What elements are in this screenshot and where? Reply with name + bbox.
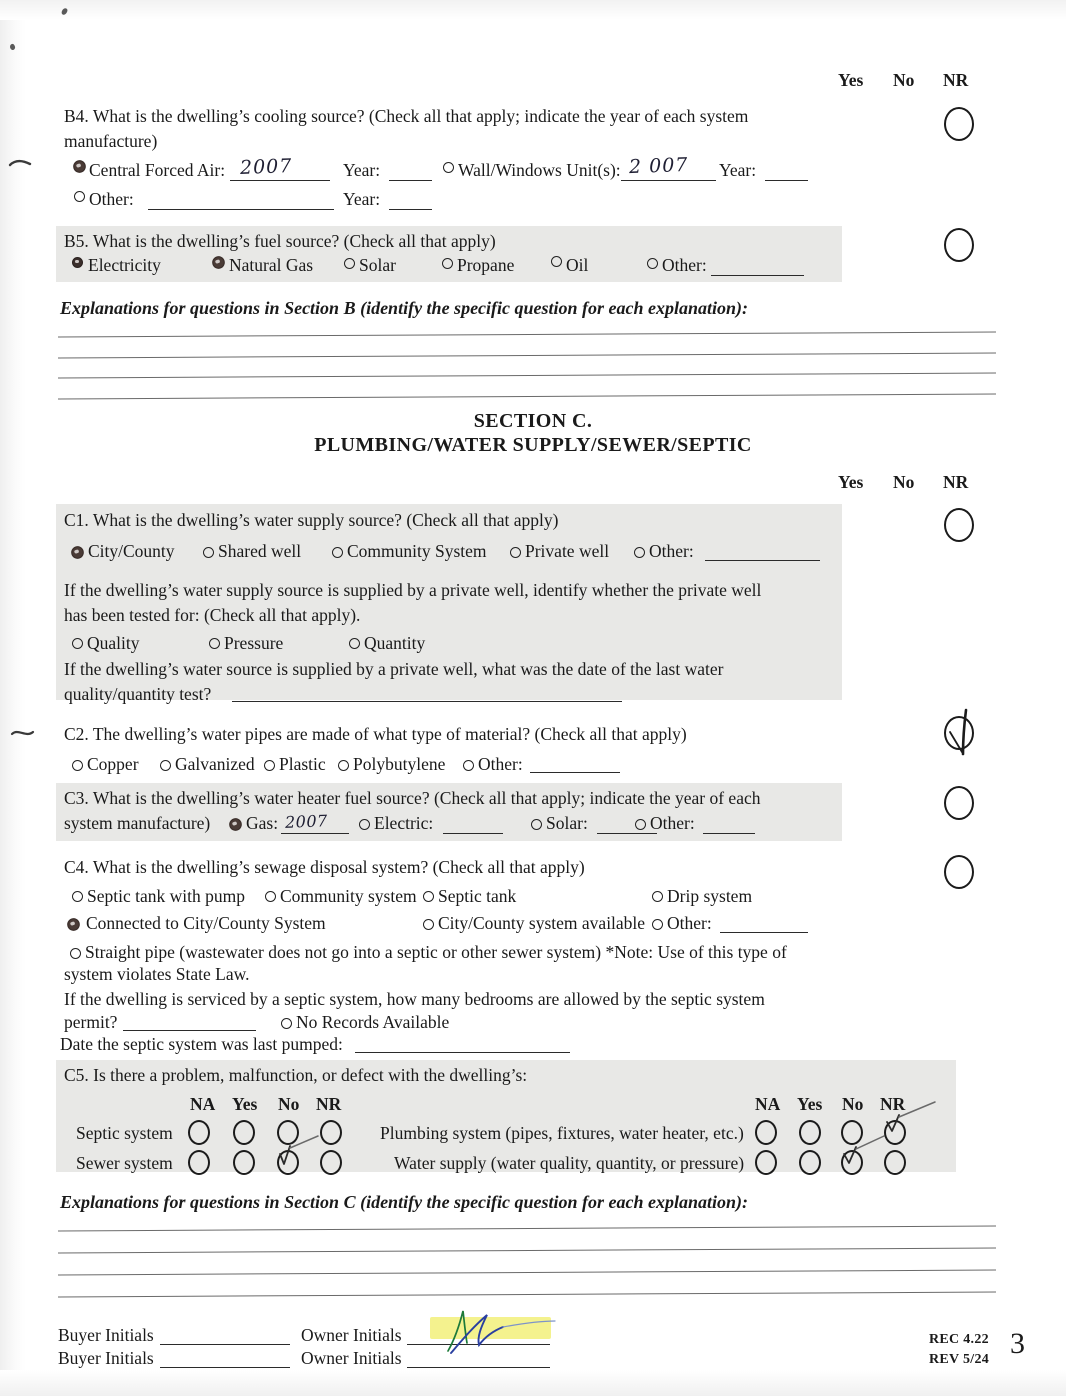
c3-option-gas[interactable] — [230, 818, 245, 836]
c5-left-header-na: NA — [190, 1094, 216, 1114]
section-b-explanation-line[interactable] — [58, 332, 996, 338]
c1-option-shared-well-label: Shared well — [218, 541, 302, 561]
c4-option-septic-tank-with-pump[interactable] — [72, 890, 87, 908]
c5-sewer-yes-oval[interactable] — [233, 1150, 255, 1175]
c1-option-private-well[interactable] — [510, 546, 525, 564]
owner-initials-label-1: Owner Initials — [301, 1325, 402, 1345]
c2-option-polybutylene-label: Polybutylene — [353, 754, 446, 774]
column-header-yes-c: Yes — [838, 472, 864, 492]
c5-left-header-nr: NR — [316, 1094, 342, 1114]
c1-private-well-text-line1: If the dwelling’s water supply source is supplied by a private well, identify whether the private well — [64, 580, 762, 600]
c4-pumped-label: Date the septic system was last pumped: — [60, 1034, 343, 1054]
c4-option-connected-city-county[interactable] — [68, 918, 83, 936]
section-c-explanation-line[interactable] — [58, 1226, 996, 1232]
c3-option-solar[interactable] — [531, 818, 546, 836]
c4-option-other[interactable] — [652, 918, 667, 936]
b5-option-electricity-label: Electricity — [88, 255, 161, 275]
c4-question: C4. What is the dwelling’s sewage disposal system? (Check all that apply) — [64, 857, 585, 877]
owner-initials-rule-2[interactable] — [407, 1367, 550, 1368]
section-b-explanation-line[interactable] — [58, 373, 996, 379]
c4-option-septic-tank-label: Septic tank — [438, 886, 517, 906]
c2-option-copper-label: Copper — [87, 754, 139, 774]
radio-icon — [265, 891, 276, 902]
c5-sewer-na-oval[interactable] — [188, 1150, 210, 1175]
c1-private-well-text-line2: has been tested for: (Check all that apply). — [64, 605, 361, 625]
c3-question-line2: system manufacture) — [64, 813, 211, 833]
radio-icon — [209, 638, 220, 649]
c1-test-quantity-label: Quantity — [364, 633, 426, 653]
radio-icon — [72, 638, 83, 649]
b4-nr-oval[interactable] — [944, 107, 974, 141]
radio-icon — [634, 547, 645, 558]
owner-initials-rule-1[interactable] — [407, 1344, 550, 1345]
radio-icon — [442, 258, 453, 269]
c1-option-community-system[interactable] — [332, 546, 347, 564]
b4-year-rule-2[interactable] — [765, 180, 808, 181]
c2-option-galvanized[interactable] — [160, 759, 175, 777]
c5-left-header-yes: Yes — [232, 1094, 258, 1114]
b5-question: B5. What is the dwelling’s fuel source? (Check all that apply) — [64, 231, 496, 251]
b4-year-label-3: Year: — [343, 189, 381, 209]
b4-year-rule-1[interactable] — [389, 180, 432, 181]
c1-last-test-rule[interactable] — [232, 701, 622, 702]
buyer-initials-rule-1[interactable] — [160, 1344, 290, 1345]
c2-question: C2. The dwelling’s water pipes are made of what type of material? (Check all that apply) — [64, 724, 687, 744]
section-c-explanation-line[interactable] — [58, 1292, 996, 1298]
c4-option-drip-system-label: Drip system — [667, 886, 753, 906]
c5-right-header-no: No — [842, 1094, 864, 1114]
c5-water-nr-oval[interactable] — [884, 1150, 906, 1175]
c5-right-row-label: Water supply (water quality, quantity, or pressure) — [394, 1153, 745, 1173]
form-code: REC 4.22 — [929, 1332, 989, 1347]
c5-question: C5. Is there a problem, malfunction, or defect with the dwelling’s: — [64, 1065, 528, 1085]
b5-option-oil-label: Oil — [566, 255, 589, 275]
radio-marked-icon — [66, 917, 82, 933]
c5-septic-nr-oval[interactable] — [320, 1120, 342, 1145]
radio-icon — [635, 819, 646, 830]
b5-option-electricity[interactable] — [72, 256, 87, 274]
radio-icon — [349, 638, 360, 649]
c1-option-private-well-label: Private well — [525, 541, 610, 561]
c4-option-connected-city-county-label: Connected to City/County System — [86, 913, 326, 933]
c3-option-gas-label: Gas: — [246, 813, 279, 833]
scan-edge-bottom — [0, 1370, 1066, 1396]
c1-option-city-county-label: City/County — [88, 541, 175, 561]
c5-right-header-nr: NR — [880, 1094, 906, 1114]
owner-initials-label-2: Owner Initials — [301, 1348, 402, 1368]
radio-icon — [72, 891, 83, 902]
column-header-yes-b: Yes — [838, 70, 864, 90]
c1-question: C1. What is the dwelling’s water supply source? (Check all that apply) — [64, 510, 559, 530]
b5-option-propane-label: Propane — [457, 255, 515, 275]
c1-test-pressure-label: Pressure — [224, 633, 284, 653]
b4-wall-window-rule[interactable] — [621, 180, 716, 181]
c5-water-no-oval[interactable] — [841, 1150, 863, 1175]
c4-option-community-system-label: Community system — [280, 886, 417, 906]
c1-test-quality-radio[interactable] — [72, 637, 87, 655]
c2-option-galvanized-label: Galvanized — [175, 754, 255, 774]
section-c-explanation-line[interactable] — [58, 1248, 996, 1254]
c5-septic-na-oval[interactable] — [188, 1120, 210, 1145]
c4-option-drip-system[interactable] — [652, 890, 667, 908]
c4-no-records-label: No Records Available — [296, 1012, 450, 1032]
c3-question-line1: C3. What is the dwelling’s water heater fuel source? (Check all that apply; indicate the year of each — [64, 788, 761, 808]
b4-wall-window-value: 2 007 — [628, 153, 689, 179]
b4-year-label-1: Year: — [343, 160, 381, 180]
c4-pumped-rule[interactable] — [355, 1052, 570, 1053]
c4-option-other-label: Other: — [667, 913, 712, 933]
radio-marked-icon — [72, 159, 88, 175]
b4-central-forced-air-value: 2007 — [239, 155, 293, 179]
column-header-no-c: No — [893, 472, 915, 492]
c4-bedrooms-rule[interactable] — [123, 1030, 256, 1031]
c4-option-city-county-available[interactable] — [423, 918, 438, 936]
radio-icon — [70, 948, 81, 959]
b5-nr-oval[interactable] — [944, 228, 974, 262]
b4-central-forced-air-label: Central Forced Air: — [89, 160, 226, 180]
c5-plumbing-no-oval[interactable] — [841, 1120, 863, 1145]
b4-other-label: Other: — [89, 189, 134, 209]
c5-septic-no-oval[interactable] — [277, 1120, 299, 1145]
column-header-nr-b: NR — [943, 70, 969, 90]
radio-icon — [281, 1018, 292, 1029]
c4-straight-pipe-line2: system violates State Law. — [64, 964, 250, 984]
c2-option-plastic-label: Plastic — [279, 754, 326, 774]
b5-option-natural-gas-label: Natural Gas — [229, 255, 314, 275]
b5-other-rule[interactable] — [711, 275, 804, 276]
radio-icon — [463, 760, 474, 771]
c5-right-row-label: Plumbing system (pipes, fixtures, water heater, etc.) — [380, 1123, 744, 1143]
scan-edge-left — [0, 0, 26, 1396]
c3-gas-value: 2007 — [284, 811, 329, 832]
c4-option-community-system[interactable] — [265, 890, 280, 908]
c1-option-other-label: Other: — [649, 541, 694, 561]
buyer-initials-rule-2[interactable] — [160, 1367, 290, 1368]
radio-marked-icon — [70, 545, 86, 561]
c4-option-septic-tank[interactable] — [423, 890, 438, 908]
section-c-explanations-heading: Explanations for questions in Section C (identify the specific question for each explanation): — [60, 1192, 749, 1212]
c3-other-rule[interactable] — [703, 833, 755, 834]
radio-icon — [74, 191, 85, 202]
c3-electric-rule[interactable] — [443, 833, 503, 834]
c5-plumbing-nr-oval[interactable] — [884, 1120, 906, 1145]
c5-septic-yes-oval[interactable] — [233, 1120, 255, 1145]
b4-other-rule[interactable] — [148, 209, 334, 210]
c5-sewer-no-oval[interactable] — [277, 1150, 299, 1175]
section-b-explanation-line[interactable] — [58, 394, 996, 400]
radio-icon — [203, 547, 214, 558]
c2-option-plastic[interactable] — [264, 759, 279, 777]
buyer-initials-label-1: Buyer Initials — [58, 1325, 154, 1345]
b5-option-oil[interactable] — [551, 255, 566, 273]
c1-last-test-line2: quality/quantity test? — [64, 684, 212, 704]
c4-bedrooms-line1: If the dwelling is serviced by a septic system, how many bedrooms are allowed by the septic system — [64, 989, 765, 1009]
c1-option-community-system-label: Community System — [347, 541, 487, 561]
c5-left-row-label: Sewer system — [76, 1153, 173, 1173]
c1-test-quality-label: Quality — [87, 633, 140, 653]
c2-option-copper[interactable] — [72, 759, 87, 777]
radio-icon — [338, 760, 349, 771]
b4-year-label-2: Year: — [719, 160, 757, 180]
radio-icon — [423, 919, 434, 930]
c3-option-electric-label: Electric: — [374, 813, 434, 833]
b5-option-solar-label: Solar — [359, 255, 396, 275]
c2-option-other[interactable] — [463, 759, 478, 777]
b4-central-forced-air-rule[interactable] — [230, 180, 330, 181]
c5-water-na-oval[interactable] — [755, 1150, 777, 1175]
c3-gas-rule[interactable] — [281, 833, 349, 834]
b4-wall-window-label: Wall/Windows Unit(s): — [458, 160, 621, 180]
c2-other-rule[interactable] — [530, 772, 620, 773]
c1-option-shared-well[interactable] — [203, 546, 218, 564]
radio-marked-icon — [211, 255, 227, 271]
c5-water-yes-oval[interactable] — [799, 1150, 821, 1175]
column-header-no-b: No — [893, 70, 915, 90]
b5-option-propane[interactable] — [442, 257, 457, 275]
c4-bedrooms-line2: permit? — [64, 1012, 118, 1032]
scan-edge-top — [0, 0, 1066, 20]
section-b-explanations-heading: Explanations for questions in Section B (identify the specific question for each explanation): — [60, 298, 749, 318]
section-c-title-line2: PLUMBING/WATER SUPPLY/SEWER/SEPTIC — [314, 434, 752, 456]
c3-option-solar-label: Solar: — [546, 813, 588, 833]
b5-option-other-label: Other: — [662, 255, 707, 275]
c3-option-electric[interactable] — [359, 818, 374, 836]
section-c-title-line1: SECTION C. — [473, 410, 593, 432]
b4-question-line2: manufacture) — [64, 131, 158, 151]
c5-sewer-nr-oval[interactable] — [320, 1150, 342, 1175]
radio-icon — [510, 547, 521, 558]
c4-nr-oval[interactable] — [944, 855, 974, 889]
b5-option-natural-gas[interactable] — [213, 256, 228, 274]
c3-option-other[interactable] — [635, 818, 650, 836]
radio-icon — [344, 258, 355, 269]
radio-icon — [551, 256, 562, 267]
c2-option-other-label: Other: — [478, 754, 523, 774]
page-number: 3 — [1010, 1327, 1025, 1360]
owner-initials-highlight — [430, 1317, 551, 1339]
column-header-nr-c: NR — [943, 472, 969, 492]
c4-straight-pipe-line1: Straight pipe (wastewater does not go into a septic or other sewer system) *Note: Use of this type of — [85, 942, 787, 962]
c1-nr-oval[interactable] — [944, 508, 974, 542]
radio-icon — [652, 891, 663, 902]
b4-year-rule-3[interactable] — [389, 209, 432, 210]
section-c-explanation-line[interactable] — [58, 1270, 996, 1276]
radio-marked-icon — [228, 817, 244, 833]
c1-option-other[interactable] — [634, 546, 649, 564]
c4-other-rule[interactable] — [720, 932, 808, 933]
c1-test-quantity-radio[interactable] — [349, 637, 364, 655]
radio-icon — [160, 760, 171, 771]
b4-wall-window-radio[interactable] — [443, 161, 458, 179]
radio-icon — [652, 919, 663, 930]
b4-central-forced-air-radio[interactable] — [74, 160, 89, 178]
c1-option-city-county[interactable] — [72, 546, 87, 564]
radio-icon — [332, 547, 343, 558]
c4-option-septic-tank-with-pump-label: Septic tank with pump — [87, 886, 245, 906]
radio-icon — [443, 162, 454, 173]
c5-left-header-no: No — [278, 1094, 300, 1114]
radio-icon — [264, 760, 275, 771]
c1-last-test-line1: If the dwelling’s water source is supplied by a private well, what was the date of the last water — [64, 659, 724, 679]
c1-other-rule[interactable] — [705, 560, 820, 561]
radio-icon — [647, 258, 658, 269]
radio-icon — [359, 819, 370, 830]
buyer-initials-label-2: Buyer Initials — [58, 1348, 154, 1368]
c5-right-header-na: NA — [755, 1094, 781, 1114]
radio-icon — [423, 891, 434, 902]
c5-left-row-label: Septic system — [76, 1123, 173, 1143]
c3-option-other-label: Other: — [650, 813, 695, 833]
c2-nr-oval[interactable] — [944, 716, 974, 750]
b5-option-solar[interactable] — [344, 257, 359, 275]
c5-plumbing-na-oval[interactable] — [755, 1120, 777, 1145]
b5-option-other[interactable] — [647, 257, 662, 275]
c2-option-polybutylene[interactable] — [338, 759, 353, 777]
b4-question-line1: B4. What is the dwelling’s cooling source? (Check all that apply; indicate the year of each system — [64, 106, 749, 126]
c5-plumbing-yes-oval[interactable] — [799, 1120, 821, 1145]
radio-marked-icon — [72, 257, 83, 268]
radio-icon — [531, 819, 542, 830]
c1-test-pressure-radio[interactable] — [209, 637, 224, 655]
section-b-explanation-line[interactable] — [58, 353, 996, 359]
b4-other-radio[interactable] — [74, 190, 89, 208]
c5-right-header-yes: Yes — [797, 1094, 823, 1114]
c3-nr-oval[interactable] — [944, 786, 974, 820]
form-revision: REV 5/24 — [929, 1352, 990, 1367]
radio-icon — [72, 760, 83, 771]
c4-option-city-county-available-label: City/County system available — [438, 913, 646, 933]
